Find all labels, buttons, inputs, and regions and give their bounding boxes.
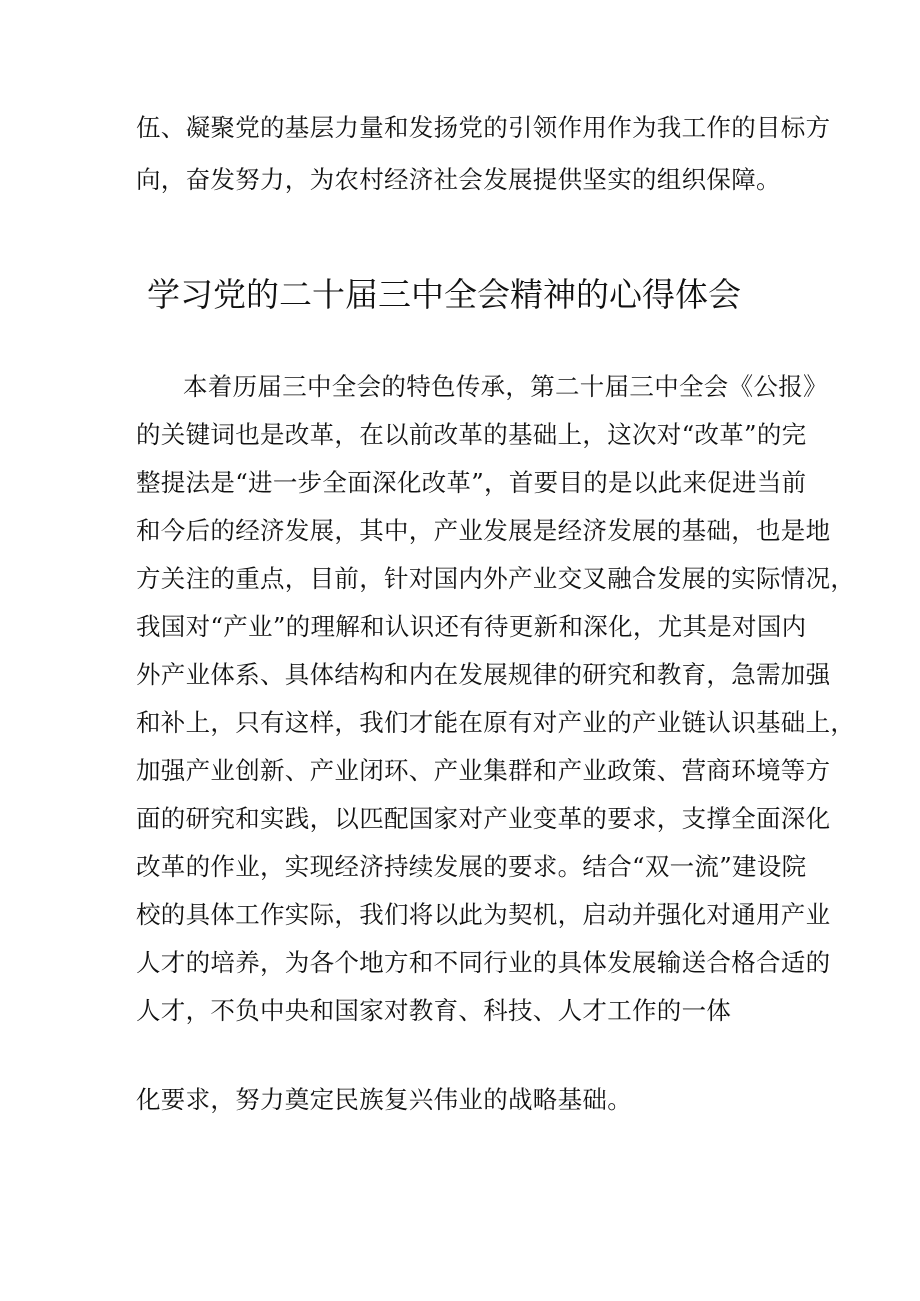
body-line-10: 面的研究和实践，以匹配国家对产业变革的要求，支撑全面深化: [136, 804, 831, 833]
intro-line-2: 向，奋发努力，为农村经济社会发展提供坚实的组织保障。: [136, 165, 781, 194]
body-line-8: 和补上，只有这样，我们才能在原有对产业的产业链认识基础上，: [136, 708, 856, 737]
body-line-7: 外产业体系、具体结构和内在发展规律的研究和教育，急需加强: [136, 660, 831, 689]
body-line-6: 我国对“产业”的理解和认识还有待更新和深化，尤其是对国内: [136, 612, 807, 641]
body-line-4: 和今后的经济发展，其中，产业发展是经济发展的基础，也是地: [136, 516, 831, 545]
body-line-3: 整提法是“进一步全面深化改革”，首要目的是以此来促进当前: [136, 468, 807, 497]
closing-line: 化要求，努力奠定民族复兴伟业的战略基础。: [136, 1085, 632, 1114]
body-line-11: 改革的作业，实现经济持续发展的要求。结合“双一流”建设院: [136, 852, 807, 881]
intro-line-1: 伍、凝聚党的基层力量和发扬党的引领作用作为我工作的目标方: [136, 113, 831, 142]
body-line-9: 加强产业创新、产业闭环、产业集群和产业政策、营商环境等方: [136, 756, 831, 785]
body-line-12: 校的具体工作实际，我们将以此为契机，启动并强化对通用产业: [136, 900, 831, 929]
body-line-2: 的关键词也是改革，在以前改革的基础上，这次对“改革”的完: [136, 420, 807, 449]
body-line-1: 本着历届三中全会的特色传承，第二十届三中全会《公报》: [183, 372, 828, 401]
body-line-14: 人才，不负中央和国家对教育、科技、人才工作的一体: [136, 996, 732, 1025]
body-line-13: 人才的培养，为各个地方和不同行业的具体发展输送合格合适的: [136, 948, 831, 977]
document-heading: 学习党的二十届三中全会精神的心得体会: [147, 275, 741, 314]
body-line-5: 方关注的重点，目前，针对国内外产业交叉融合发展的实际情况，: [136, 564, 856, 593]
